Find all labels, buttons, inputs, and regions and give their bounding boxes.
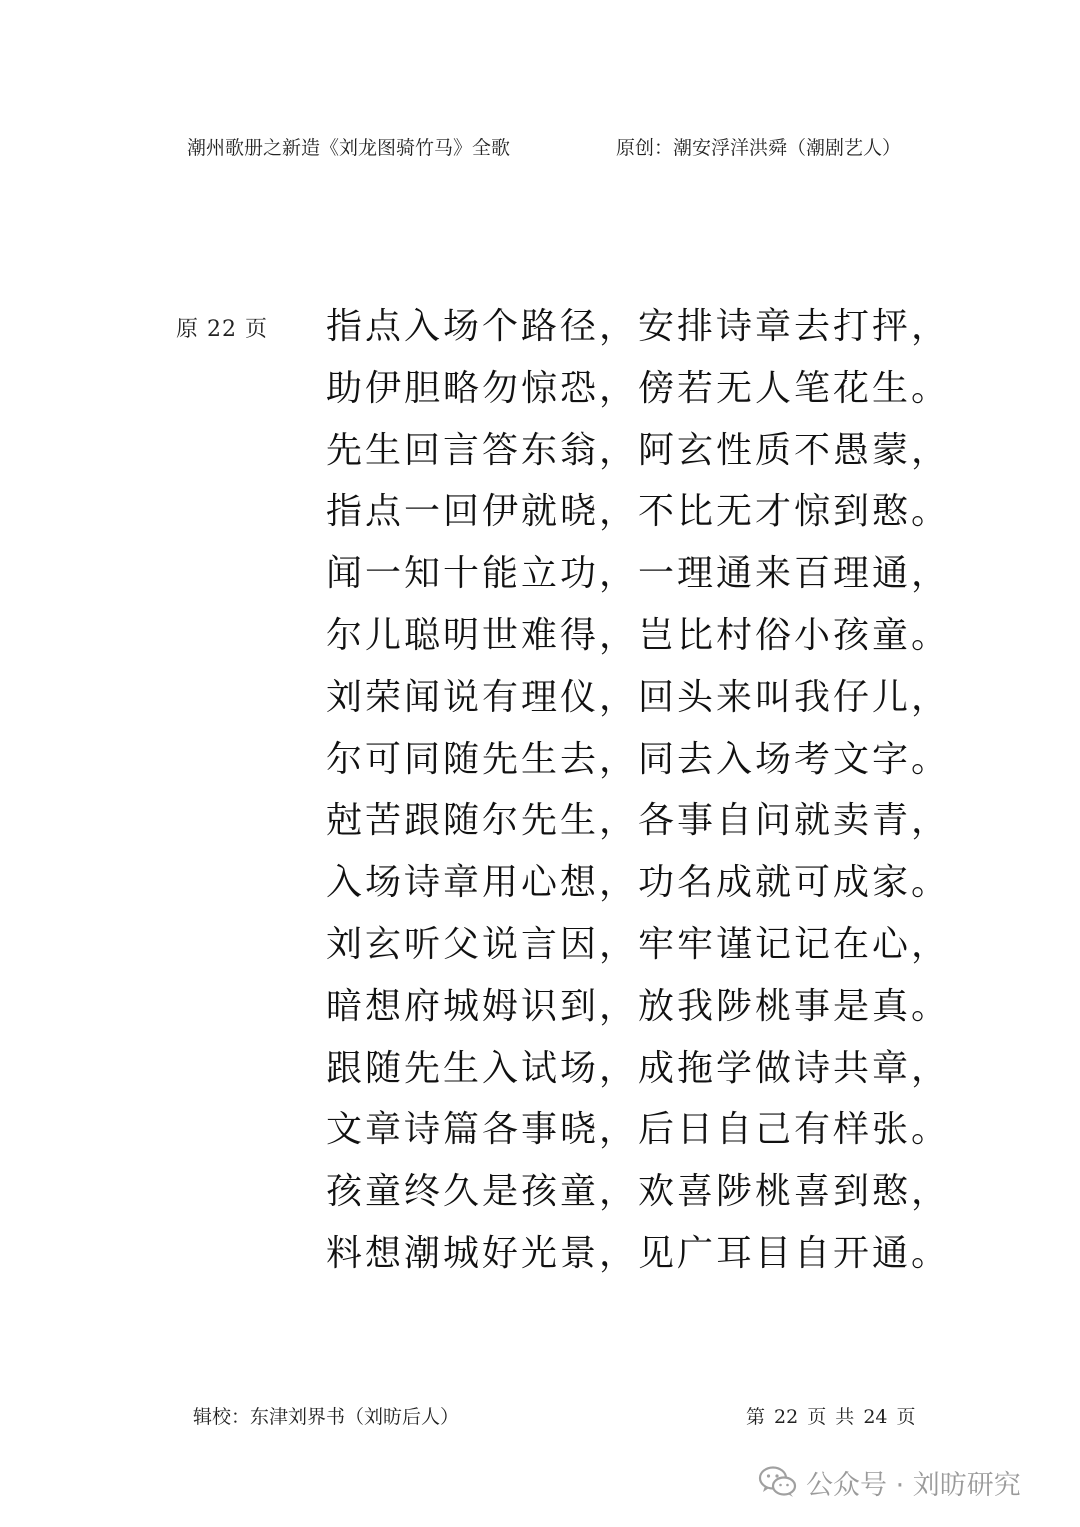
footer-editor: 辑校：东津刘界书（刘昉后人）	[193, 1406, 460, 1428]
verse-line: 刘荣闻说有理仪，回头来叫我仔儿，	[326, 676, 951, 718]
header-author: 原创：潮安浮洋洪舜（潮剧艺人）	[616, 137, 902, 159]
footer-page-number: 第 22 页 共 24 页	[746, 1406, 916, 1428]
verse-line: 刘玄听父说言因，牢牢谨记记在心，	[326, 923, 951, 965]
verse-line: 尔儿聪明世难得，岂比村俗小孩童。	[326, 614, 951, 656]
header-title: 潮州歌册之新造《刘龙图骑竹马》全歌	[187, 137, 511, 159]
original-page-label: 原 22 页	[176, 317, 268, 342]
verse-line: 入场诗章用心想，功名成就可成家。	[326, 862, 951, 904]
verse-line: 尔可同随先生去，同去入场考文字。	[326, 738, 951, 780]
verse-line: 尅苦跟随尔先生，各事自问就卖青，	[326, 800, 951, 842]
verse-line: 指点入场个路径，安排诗章去打抨，	[326, 306, 951, 347]
verse-line: 暗想府城姆识到，放我陟桃事是真。	[326, 985, 951, 1027]
wechat-icon	[758, 1465, 798, 1499]
verse-line: 料想潮城好光景，见广耳目自开通。	[326, 1232, 951, 1274]
verse-line: 闻一知十能立功，一理通来百理通，	[326, 553, 951, 595]
verse-line: 文章诗篇各事晓，后日自己有样张。	[326, 1109, 951, 1151]
page-header	[0, 133, 1080, 163]
verse-line: 孩童终久是孩童，欢喜陟桃喜到憨，	[326, 1171, 951, 1213]
watermark-text: 公众号 · 刘昉研究	[806, 1469, 1021, 1501]
verse-line: 指点一回伊就晓，不比无才惊到憨。	[326, 491, 951, 533]
verse-list	[326, 296, 951, 1285]
verse-line: 跟随先生入试场，成拖学做诗共章，	[326, 1047, 951, 1089]
watermark	[758, 1462, 1021, 1502]
verse-line: 先生回言答东翁，阿玄性质不愚蒙，	[326, 429, 951, 471]
page-footer	[0, 1402, 1080, 1432]
verse-line: 助伊胆略勿惊恐，傍若无人笔花生。	[326, 367, 951, 409]
